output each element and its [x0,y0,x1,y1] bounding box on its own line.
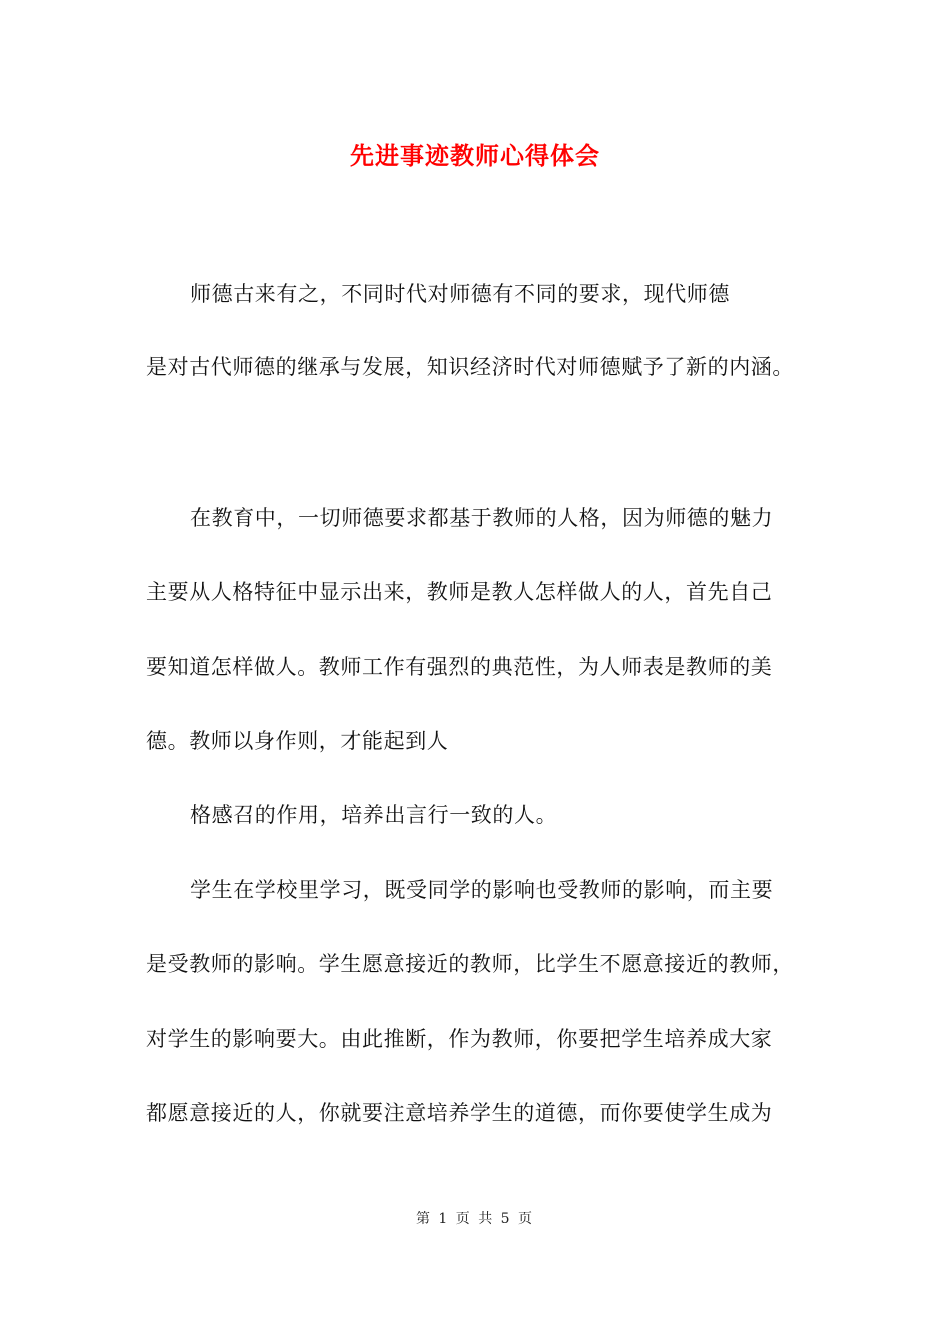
paragraph-2-line-2: 主要从人格特征中显示出来，教师是教人怎样做人的人，首先自己 [146,580,773,604]
paragraph-4-line-2: 是受教师的影响。学生愿意接近的教师，比学生不愿意接近的教师， [146,952,794,976]
document-title: 先进事迹教师心得体会 [350,141,600,170]
paragraph-4-line-3: 对学生的影响要大。由此推断，作为教师，你要把学生培养成大家 [146,1027,773,1051]
paragraph-3-line-1: 格感召的作用，培养出言行一致的人。 [190,803,558,827]
paragraph-1-line-1: 师德古来有之，不同时代对师德有不同的要求，现代师德 [190,282,730,306]
paragraph-2-line-4: 德。教师以身作则，才能起到人 [146,729,449,753]
paragraph-4-line-1: 学生在学校里学习，既受同学的影响也受教师的影响，而主要 [190,878,774,902]
paragraph-1-line-2: 是对古代师德的继承与发展，知识经济时代对师德赋予了新的内涵。 [146,355,794,379]
paragraph-2-line-3: 要知道怎样做人。教师工作有强烈的典范性，为人师表是教师的美 [146,655,773,679]
paragraph-2-line-1: 在教育中，一切师德要求都基于教师的人格，因为师德的魅力 [190,506,774,530]
paragraph-4-line-4: 都愿意接近的人，你就要注意培养学生的道德，而你要使学生成为 [146,1101,773,1125]
page-number-footer: 第 1 页 共 5 页 [415,1211,535,1227]
